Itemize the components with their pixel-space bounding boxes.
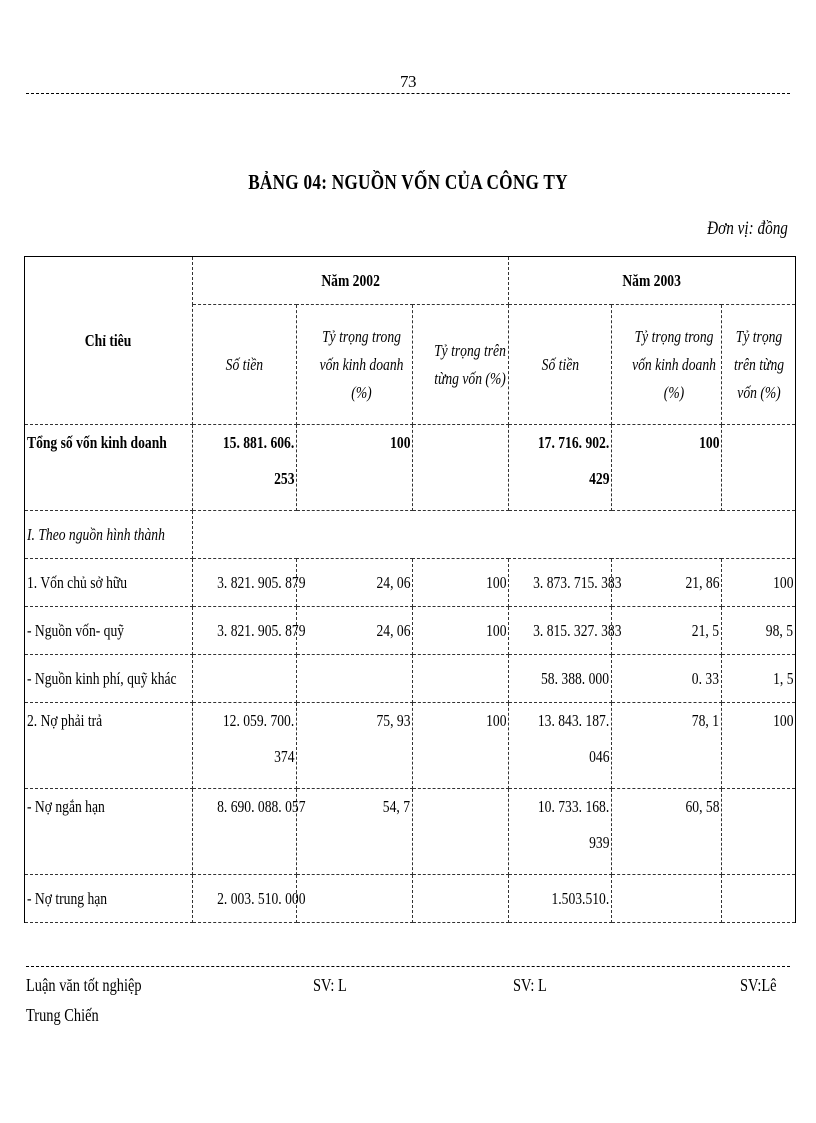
header-criteria: Chỉ tiêu <box>25 257 193 425</box>
row-label: - Nguồn kinh phí, quỹ khác <box>25 655 193 703</box>
table-row <box>25 607 796 655</box>
cell-empty <box>413 425 509 511</box>
cell-amount-2002: 2. 003. 510. 000 <box>193 875 297 923</box>
cell-share-2003: 60, 58 <box>612 789 722 875</box>
cell-amount-2003: 3. 873. 715. 383 <box>509 559 612 607</box>
cell-share-2003: 21, 86 <box>612 559 722 607</box>
cell-share-2002: 24, 06 <box>297 559 413 607</box>
header-amount-2002: Số tiền <box>193 305 297 425</box>
header-rule <box>26 93 790 94</box>
cell-empty <box>297 875 413 923</box>
cell-empty <box>193 511 796 559</box>
unit-label: Đơn vị: đồng <box>707 218 788 239</box>
header-share-business-2002: Tỷ trọng trong vốn kinh doanh (%) <box>297 305 413 425</box>
cell-share-2003: 78, 1 <box>612 703 722 789</box>
cell-empty <box>297 655 413 703</box>
cell-amount-2002: 3. 821. 905. 879 <box>193 607 297 655</box>
cell-amount-2003: 17. 716. 902. 429 <box>509 425 612 511</box>
table-row <box>25 703 796 789</box>
cell-empty <box>612 875 722 923</box>
capital-table <box>24 256 796 923</box>
footer-rule <box>26 966 790 967</box>
row-label: Tổng số vốn kinh doanh <box>25 425 193 511</box>
page-number: 73 <box>400 72 416 91</box>
section-label: I. Theo nguồn hình thành <box>25 511 193 559</box>
cell-amount-2003: 58. 388. 000 <box>509 655 612 703</box>
header-share-each-2002: Tỷ trọng trên từng vốn (%) <box>413 305 509 425</box>
cell-amount-2003: 1.503.510. <box>509 875 612 923</box>
section-row <box>25 511 796 559</box>
table-row <box>25 425 796 511</box>
row-label: - Nợ trung hạn <box>25 875 193 923</box>
table-title: BẢNG 04: NGUỒN VỐN CỦA CÔNG TY <box>248 170 568 194</box>
cell-share-2003: 100 <box>612 425 722 511</box>
table-row <box>25 655 796 703</box>
cell-each-2002: 100 <box>413 703 509 789</box>
row-label: 1. Vốn chủ sở hữu <box>25 559 193 607</box>
row-label: 2. Nợ phải trả <box>25 703 193 789</box>
cell-each-2003: 100 <box>722 703 796 789</box>
table-row <box>25 559 796 607</box>
cell-amount-2003: 3. 815. 327. 383 <box>509 607 612 655</box>
row-label: - Nợ ngắn hạn <box>25 789 193 875</box>
cell-each-2002: 100 <box>413 607 509 655</box>
row-label: - Nguồn vốn- quỹ <box>25 607 193 655</box>
cell-each-2003: 1, 5 <box>722 655 796 703</box>
cell-share-2002: 54, 7 <box>297 789 413 875</box>
footer-sv-3: SV:Lê <box>740 975 777 995</box>
cell-amount-2002: 12. 059. 700. 374 <box>193 703 297 789</box>
cell-empty <box>722 425 796 511</box>
header-year-2003: Năm 2003 <box>509 257 796 305</box>
cell-empty <box>722 789 796 875</box>
cell-empty <box>413 789 509 875</box>
cell-amount-2002: 15. 881. 606. 253 <box>193 425 297 511</box>
cell-empty <box>722 875 796 923</box>
cell-share-2002: 75, 93 <box>297 703 413 789</box>
header-share-business-2003: Tỷ trọng trong vốn kinh doanh (%) <box>612 305 722 425</box>
cell-share-2002: 100 <box>297 425 413 511</box>
cell-empty <box>413 875 509 923</box>
cell-each-2003: 98, 5 <box>722 607 796 655</box>
table-row <box>25 875 796 923</box>
cell-amount-2002: 8. 690. 088. 057 <box>193 789 297 875</box>
footer-thesis: Luận văn tốt nghiệp <box>26 975 142 995</box>
header-share-each-2003: Tỷ trọng trên từng vốn (%) <box>722 305 796 425</box>
cell-share-2002: 24, 06 <box>297 607 413 655</box>
cell-share-2003: 0. 33 <box>612 655 722 703</box>
cell-share-2003: 21, 5 <box>612 607 722 655</box>
footer-sv-1: SV: L <box>313 975 347 995</box>
header-amount-2003: Số tiền <box>509 305 612 425</box>
footer-name-cont: Trung Chiến <box>26 1005 99 1025</box>
cell-amount-2003: 13. 843. 187. 046 <box>509 703 612 789</box>
table-row <box>25 789 796 875</box>
cell-amount-2002: 3. 821. 905. 879 <box>193 559 297 607</box>
cell-empty <box>413 655 509 703</box>
cell-each-2002: 100 <box>413 559 509 607</box>
cell-empty <box>193 655 297 703</box>
footer-sv-2: SV: L <box>513 975 547 995</box>
cell-each-2003: 100 <box>722 559 796 607</box>
cell-amount-2003: 10. 733. 168. 939 <box>509 789 612 875</box>
header-year-2002: Năm 2002 <box>193 257 509 305</box>
